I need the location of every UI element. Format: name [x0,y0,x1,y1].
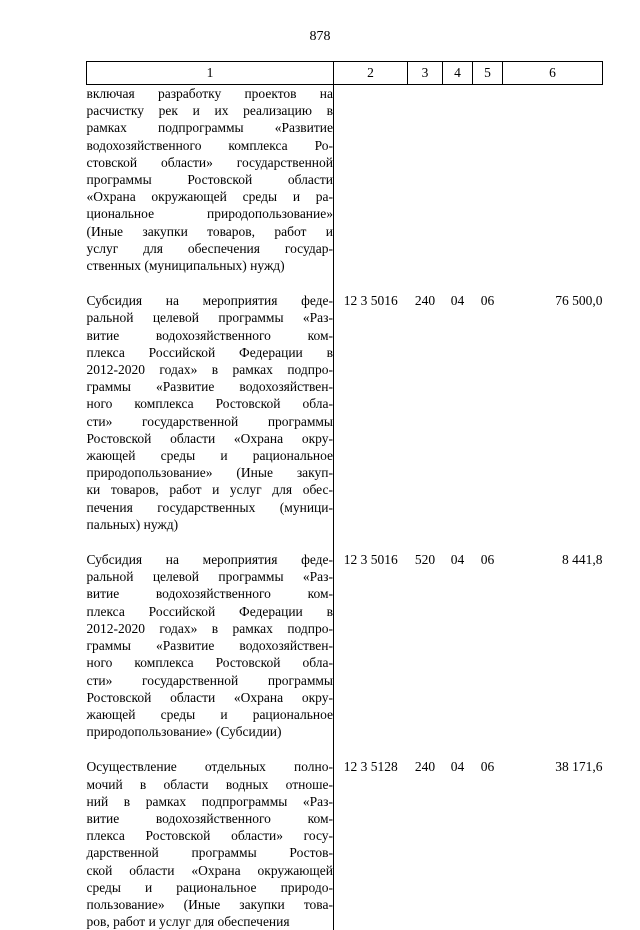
column-header-2: 2 [334,62,408,85]
expense-type-cell: 520 [408,543,443,750]
description-line: плекса Ростовской области» госу- [87,827,334,844]
description-line: программы Ростовской области [87,171,334,188]
page-number: 878 [0,29,640,45]
description-line: среды и рациональное природо- [87,879,334,896]
description-line: (Иные закупки товаров, работ и [87,223,334,240]
description-line: ний в рамках подпрограммы «Раз- [87,793,334,810]
description-line: плекса Российской Федерации в [87,344,334,361]
description-line: 2012-2020 годах» в рамках подпро- [87,361,334,378]
section-cell: 04 [443,284,473,543]
description-line: ки товаров, работ и услуг для обес- [87,481,334,498]
classification-code-cell: 12 3 5016 [334,543,408,750]
table-header [87,62,603,85]
classification-code-cell [334,85,408,285]
column-header-1: 1 [87,62,334,85]
description-line: природопользование» (Иные закуп- [87,464,334,481]
classification-code-cell: 12 3 5128 [334,750,408,930]
expense-type-cell: 240 [408,750,443,930]
description-line: сти» государственной программы [87,413,334,430]
description-line: «Охрана окружающей среды и ра- [87,188,334,205]
subsection-cell: 06 [473,750,503,930]
classification-code-cell: 12 3 5016 [334,284,408,543]
description-line: Субсидия на мероприятия феде- [87,292,334,309]
description-line: Ростовской области «Охрана окру- [87,689,334,706]
row-description [87,750,334,930]
description-line: водохозяйственного комплекса Ро- [87,137,334,154]
row-description [87,543,334,750]
column-header-3: 3 [408,62,443,85]
table-row [87,284,603,543]
description-line: витие водохозяйственного ком- [87,585,334,602]
amount-cell: 38 171,6 [503,750,603,930]
row-description [87,85,334,285]
table-row [87,543,603,750]
description-line: жающей среды и рациональное [87,706,334,723]
subsection-cell: 06 [473,284,503,543]
description-line: ров, работ и услуг для обеспечения [87,913,334,930]
subsection-cell: 06 [473,543,503,750]
description-line: ральной целевой программы «Раз- [87,309,334,326]
amount-cell [503,85,603,285]
table-row [87,85,603,285]
column-header-5: 5 [473,62,503,85]
section-cell: 04 [443,543,473,750]
description-line: Осуществление отдельных полно- [87,758,334,775]
budget-table [86,61,603,930]
amount-cell: 76 500,0 [503,284,603,543]
column-header-4: 4 [443,62,473,85]
description-line: граммы «Развитие водохозяйствен- [87,378,334,395]
section-cell: 04 [443,750,473,930]
description-line: стовской области» государственной [87,154,334,171]
description-line: ральной целевой программы «Раз- [87,568,334,585]
amount-cell: 8 441,8 [503,543,603,750]
expense-type-cell [408,85,443,285]
table-row [87,750,603,930]
description-line: ственных (муниципальных) нужд) [87,257,334,274]
description-line: ской области «Охрана окружающей [87,862,334,879]
description-line: 2012-2020 годах» в рамках подпро- [87,620,334,637]
description-line: природопользование» (Субсидии) [87,723,334,740]
description-line: циональное природопользование» [87,205,334,222]
description-line: ного комплекса Ростовской обла- [87,654,334,671]
description-line: граммы «Развитие водохозяйствен- [87,637,334,654]
description-line: Субсидия на мероприятия феде- [87,551,334,568]
description-line: дарственной программы Ростов- [87,844,334,861]
row-description [87,284,334,543]
description-line: жающей среды и рациональное [87,447,334,464]
description-line: ного комплекса Ростовской обла- [87,395,334,412]
description-line: сти» государственной программы [87,672,334,689]
description-line: рамках подпрограммы «Развитие [87,119,334,136]
description-line: пальных) нужд) [87,516,334,533]
description-line: услуг для обеспечения государ- [87,240,334,257]
column-header-6: 6 [503,62,603,85]
expense-type-cell: 240 [408,284,443,543]
description-line: плекса Российской Федерации в [87,603,334,620]
description-line: расчистку рек и их реализацию в [87,102,334,119]
description-line: печения государственных (муници- [87,499,334,516]
section-cell [443,85,473,285]
table-body [87,85,603,930]
description-line: мочий в области водных отноше- [87,776,334,793]
header-row [87,62,603,85]
description-line: включая разработку проектов на [87,85,334,102]
description-line: Ростовской области «Охрана окру- [87,430,334,447]
description-line: витие водохозяйственного ком- [87,810,334,827]
description-line: пользование» (Иные закупки това- [87,896,334,913]
description-line: витие водохозяйственного ком- [87,327,334,344]
subsection-cell [473,85,503,285]
